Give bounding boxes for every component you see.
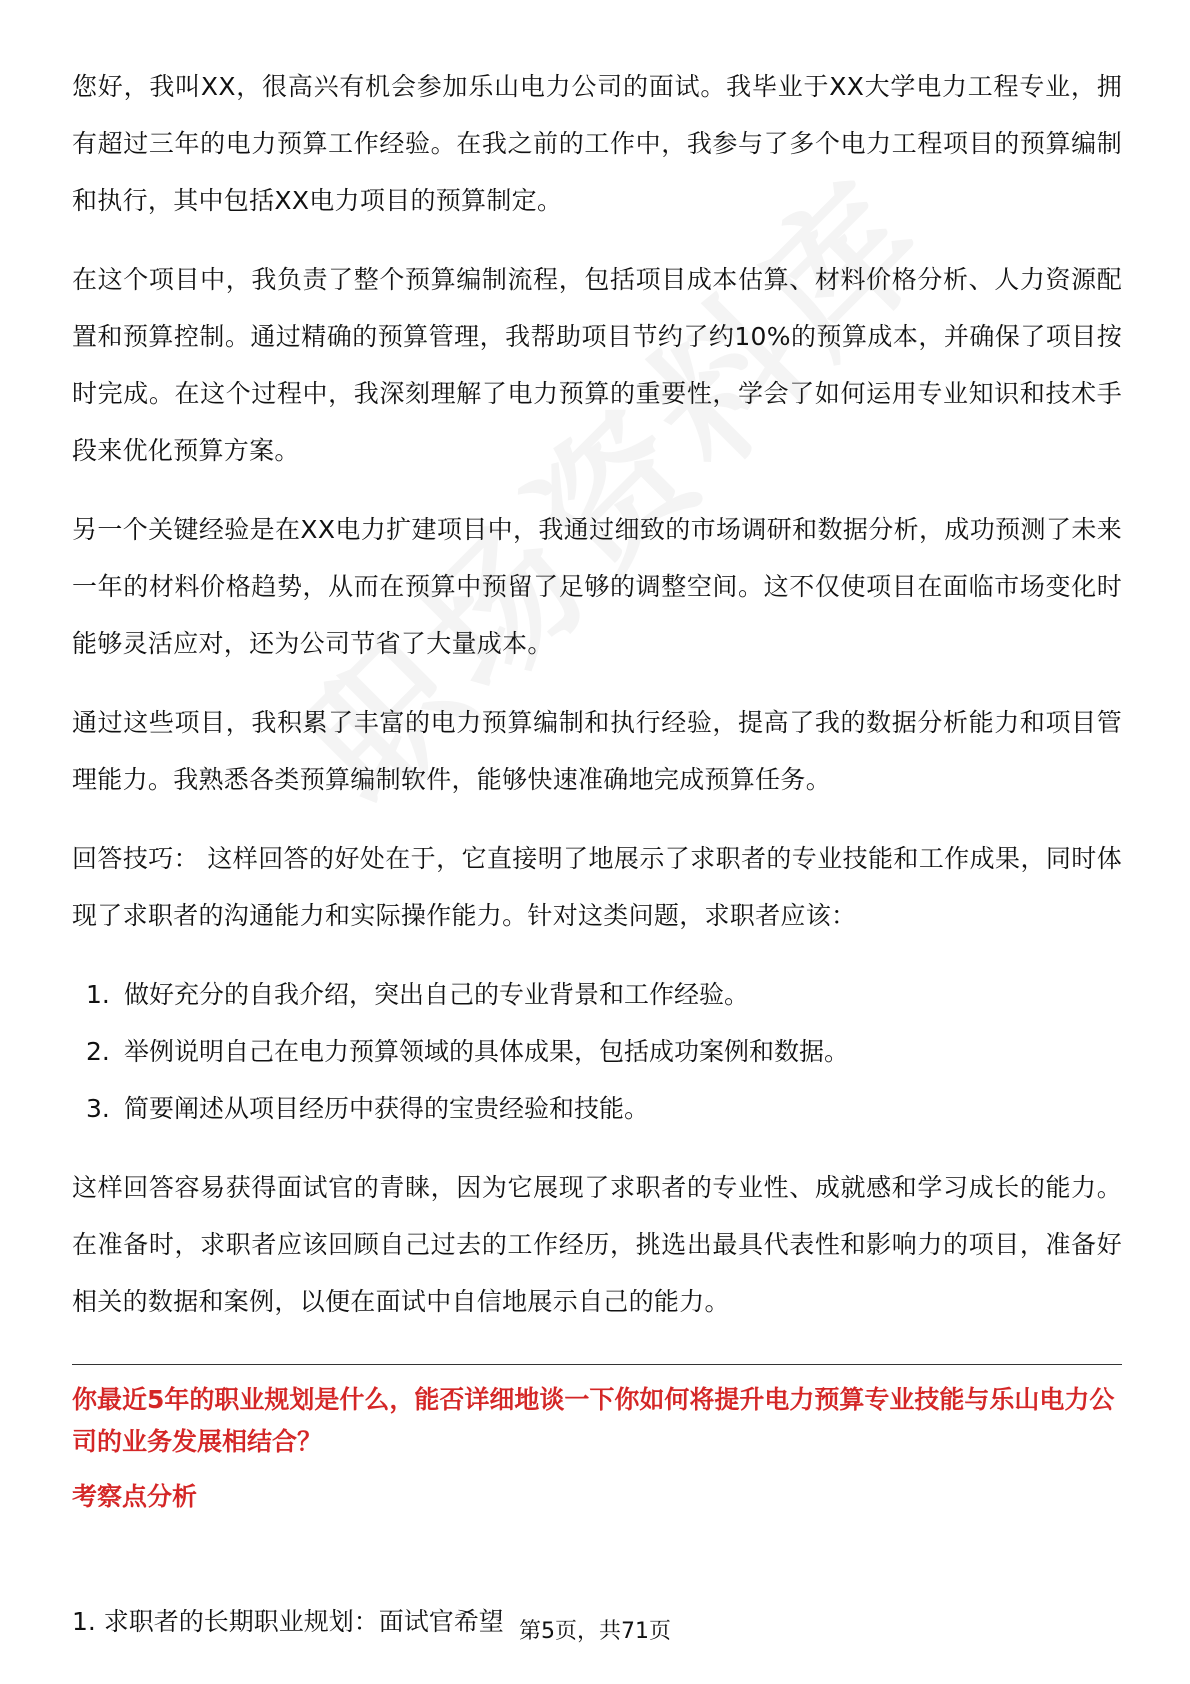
- paragraph-closing: 这样回答容易获得面试官的青睐，因为它展现了求职者的专业性、成就感和学习成长的能力。在准备时，求职者应该回顾自己过去的工作经历，挑选出最具代表性和影响力的项目，准备好相关的数据和案例，以便在面试中自信地展示自己的能力。: [72, 1173, 1122, 1316]
- next-question-heading: 你最近5年的职业规划是什么，能否详细地谈一下你如何将提升电力预算专业技能与乐山电力公司的业务发展相结合？: [72, 1385, 1115, 1456]
- content-area: [72, 58, 1122, 1517]
- page-footer: [0, 1614, 1190, 1645]
- list-item: [72, 966, 1122, 1023]
- page-number: 第5页，共71页: [515, 1619, 675, 1644]
- truncated-next-line: 1. 求职者的长期职业规划：面试官希望: [72, 1607, 504, 1636]
- paragraph-project: 在这个项目中，我负责了整个预算编制流程，包括项目成本估算、材料价格分析、人力资源配置和预算控制。通过精确的预算管理，我帮助项目节约了约10%的预算成本，并确保了项目按时完成。在这个过程中，我深刻理解了电力预算的重要性，学会了如何运用专业知识和技术手段来优化预算方案。: [72, 265, 1122, 465]
- tips-list: [72, 966, 1122, 1137]
- list-item: [72, 1023, 1122, 1080]
- list-text: 做好充分的自我介绍，突出自己的专业背景和工作经验。: [124, 980, 750, 1009]
- list-text: 简要阐述从项目经历中获得的宝贵经验和技能。: [124, 1094, 650, 1123]
- section-divider: [72, 1364, 1122, 1365]
- list-text: 举例说明自己在电力预算领域的具体成果，包括成功案例和数据。: [124, 1037, 850, 1066]
- list-number: 2.: [86, 1037, 110, 1066]
- list-number: 1.: [86, 980, 110, 1009]
- analysis-section-title: 考察点分析: [72, 1482, 198, 1511]
- list-item: [72, 1080, 1122, 1137]
- paragraph-expansion: 另一个关键经验是在XX电力扩建项目中，我通过细致的市场调研和数据分析，成功预测了未来一年的材料价格趋势，从而在预算中预留了足够的调整空间。这不仅使项目在面临市场变化时能够灵活应对，还为公司节省了大量成本。: [72, 515, 1122, 658]
- paragraph-intro: 您好，我叫XX，很高兴有机会参加乐山电力公司的面试。我毕业于XX大学电力工程专业，拥有超过三年的电力预算工作经验。在我之前的工作中，我参与了多个电力工程项目的预算编制和执行，其中包括XX电力项目的预算制定。: [72, 72, 1122, 215]
- paragraph-tips-intro: 回答技巧： 这样回答的好处在于，它直接明了地展示了求职者的专业技能和工作成果，同时体现了求职者的沟通能力和实际操作能力。针对这类问题，求职者应该：: [72, 844, 1122, 930]
- list-number: 3.: [86, 1094, 110, 1123]
- paragraph-summary: 通过这些项目，我积累了丰富的电力预算编制和执行经验，提高了我的数据分析能力和项目管理能力。我熟悉各类预算编制软件，能够快速准确地完成预算任务。: [72, 708, 1122, 794]
